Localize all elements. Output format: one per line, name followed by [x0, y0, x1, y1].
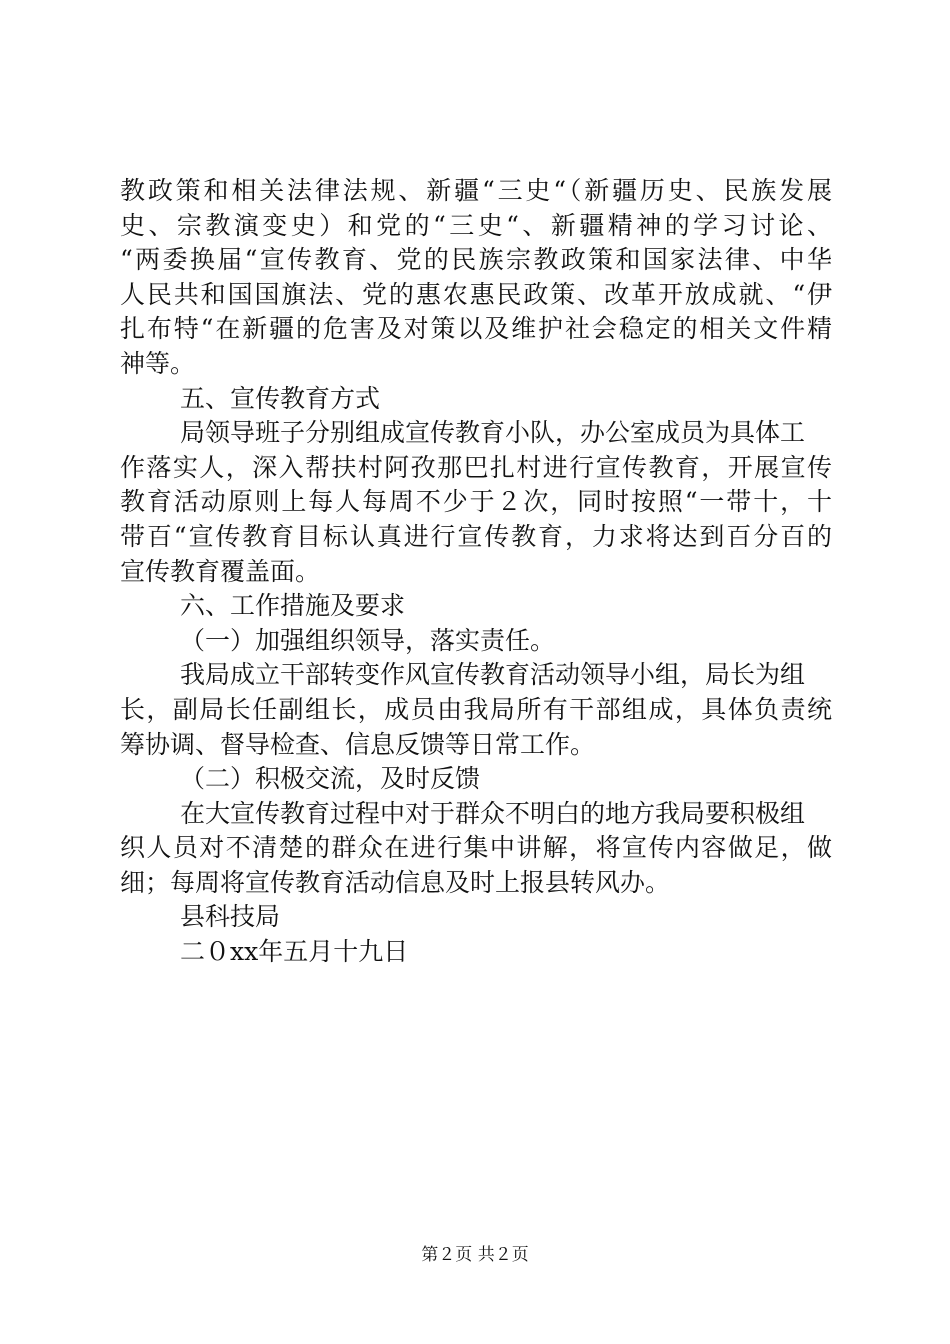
- subsection-heading-1: （一）加强组织领导，落实责任。: [180, 625, 556, 655]
- text-line: 教政策和相关法律法规、新疆“三史“（新疆历史、民族发展: [120, 176, 832, 205]
- page-footer: 第２页 共２页: [421, 1245, 529, 1265]
- signature-date: 二０xx年五月十九日: [180, 937, 409, 967]
- text-line: 长，副局长任副组长，成员由我局所有干部组成，具体负责统: [120, 694, 832, 724]
- text-line: 局领导班子分别组成宣传教育小队，办公室成员为具体工: [180, 418, 806, 448]
- text-line: “两委换届“宣传教育、党的民族宗教政策和国家法律、中华: [120, 245, 832, 275]
- text-line: 细；每周将宣传教育活动信息及时上报县转风办。: [120, 867, 671, 897]
- text-line: 史、宗教演变史）和党的“三史“、新疆精神的学习讨论、: [120, 210, 832, 240]
- text-line: 神等。: [120, 348, 196, 378]
- subsection-heading-2: （二）积极交流，及时反馈: [180, 764, 481, 794]
- section-heading-5: 五、宣传教育方式: [180, 383, 381, 413]
- text-line: 教育活动原则上每人每周不少于２次，同时按照“一带十，十: [120, 487, 832, 517]
- signature-organization: 县科技局: [180, 902, 281, 932]
- text-line: 宣传教育覆盖面。: [120, 556, 321, 586]
- text-line: 织人员对不清楚的群众在进行集中讲解，将宣传内容做足，做: [120, 833, 832, 863]
- text-line: 在大宣传教育过程中对于群众不明白的地方我局要积极组: [180, 798, 806, 828]
- text-line: 我局成立干部转变作风宣传教育活动领导小组，局长为组: [180, 660, 806, 690]
- section-heading-6: 六、工作措施及要求: [180, 591, 406, 621]
- text-line: 扎布特“在新疆的危害及对策以及维护社会稳定的相关文件精: [120, 314, 832, 344]
- text-line: 人民共和国国旗法、党的惠农惠民政策、改革开放成就、“伊: [120, 279, 832, 309]
- document-body: [120, 174, 832, 970]
- text-line: 筹协调、督导检查、信息反馈等日常工作。: [120, 729, 596, 759]
- text-line: 作落实人，深入帮扶村阿孜那巴扎村进行宣传教育，开展宣传: [120, 452, 832, 482]
- text-line: 带百“宣传教育目标认真进行宣传教育，力求将达到百分百的: [120, 521, 832, 551]
